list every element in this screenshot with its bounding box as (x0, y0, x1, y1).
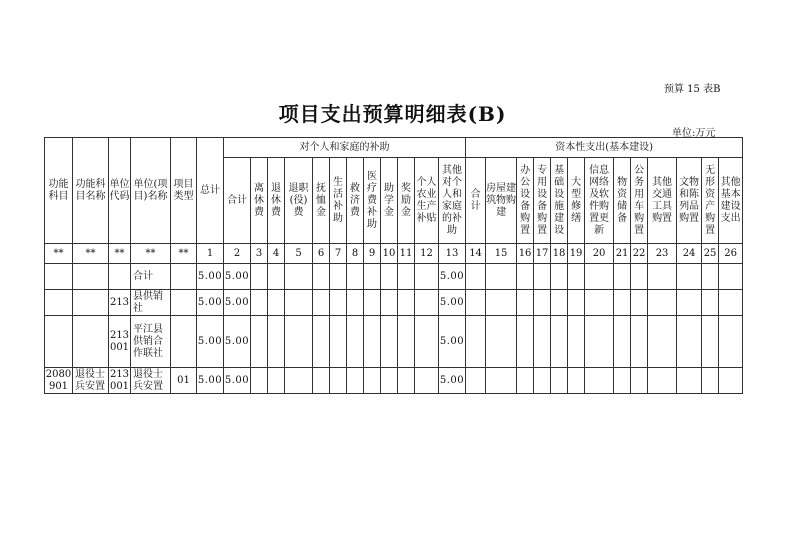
cell-c-total (466, 316, 486, 368)
cell-p2 (268, 264, 285, 290)
cell-c6 (585, 290, 614, 316)
cell-func-name: 退役士兵安置 (73, 368, 109, 394)
header-p4: 抚恤金 (313, 158, 330, 244)
cell-p6 (347, 316, 364, 368)
cell-p7 (364, 368, 381, 394)
cell-p-total: 5.00 (224, 264, 251, 290)
cell-p8 (381, 368, 398, 394)
cell-c3 (534, 316, 551, 368)
unit-label: 单位:万元 (672, 128, 716, 139)
cell-c8 (631, 290, 648, 316)
cell-p-total: 5.00 (224, 316, 251, 368)
header-p6: 救济费 (347, 158, 364, 244)
header-p3: 退职(役)费 (285, 158, 313, 244)
cell-p10 (415, 316, 439, 368)
group-capital-expense: 资本性支出(基本建设) (466, 138, 743, 158)
index-cell: ** (171, 244, 197, 264)
index-cell: 5 (285, 244, 313, 264)
table-row (45, 264, 743, 290)
cell-unit-code: 213001 (109, 316, 131, 368)
header-p9: 奖励金 (398, 158, 415, 244)
cell-c9 (648, 264, 677, 290)
cell-p9 (398, 290, 415, 316)
cell-c-total (466, 290, 486, 316)
cell-c10 (677, 264, 702, 290)
cell-p3 (285, 316, 313, 368)
cell-c2 (517, 316, 534, 368)
cell-c8 (631, 316, 648, 368)
cell-p7 (364, 290, 381, 316)
cell-c11 (702, 264, 719, 290)
cell-p10 (415, 368, 439, 394)
index-cell: 4 (268, 244, 285, 264)
header-c11: 无形资产购置 (702, 158, 719, 244)
cell-func-code (45, 316, 73, 368)
cell-p5 (330, 290, 347, 316)
header-func-code: 功能科目 (45, 138, 73, 244)
cell-func-name (73, 290, 109, 316)
page-title: 项目支出预算明细表(B) (278, 102, 507, 126)
header-p2: 退休费 (268, 158, 285, 244)
cell-p2 (268, 316, 285, 368)
header-p11: 其他对个人和家庭的补助 (439, 158, 466, 244)
cell-c1 (486, 264, 517, 290)
index-cell: 1 (197, 244, 224, 264)
index-cell: 7 (330, 244, 347, 264)
header-p1: 离休费 (251, 158, 268, 244)
index-cell: 21 (614, 244, 631, 264)
cell-proj-type: 01 (171, 368, 197, 394)
cell-p4 (313, 368, 330, 394)
index-cell: 19 (568, 244, 585, 264)
cell-c5 (568, 264, 585, 290)
cell-c2 (517, 368, 534, 394)
cell-p11: 5.00 (439, 316, 466, 368)
header-p10: 个人农业生产补贴 (415, 158, 439, 244)
cell-c7 (614, 290, 631, 316)
cell-p4 (313, 264, 330, 290)
cell-func-code (45, 290, 73, 316)
cell-p3 (285, 290, 313, 316)
header-unit-name: 单位(项目)名称 (131, 138, 171, 244)
cell-c7 (614, 264, 631, 290)
cell-p2 (268, 368, 285, 394)
cell-c2 (517, 264, 534, 290)
cell-func-code: 2080901 (45, 368, 72, 392)
cell-c8 (631, 368, 648, 394)
cell-p9 (398, 264, 415, 290)
cell-c1 (486, 368, 517, 394)
index-cell: 23 (648, 244, 677, 264)
cell-p2 (268, 290, 285, 316)
cell-unit-code: 213001 (109, 368, 130, 392)
cell-c4 (551, 264, 568, 290)
header-c5: 大型修缮 (568, 158, 585, 244)
cell-p6 (347, 290, 364, 316)
header-c8: 公务用车购置 (631, 158, 648, 244)
index-cell: ** (45, 244, 73, 264)
cell-c6 (585, 316, 614, 368)
cell-c1 (486, 316, 517, 368)
cell-unit-code: 213 (109, 290, 131, 316)
header-func-name: 功能科目名称 (73, 138, 109, 244)
cell-p5 (330, 316, 347, 368)
cell-c3 (534, 264, 551, 290)
header-unit-code: 单位代码 (109, 138, 131, 244)
cell-c5 (568, 316, 585, 368)
cell-p1 (251, 368, 268, 394)
index-cell: 16 (517, 244, 534, 264)
cell-c11 (702, 316, 719, 368)
cell-p3 (285, 264, 313, 290)
cell-c4 (551, 316, 568, 368)
table-code: 预算 15 表B (664, 84, 721, 95)
cell-c4 (551, 290, 568, 316)
cell-c11 (702, 290, 719, 316)
header-c4: 基础设施建设 (551, 158, 568, 244)
cell-p-total: 5.00 (224, 368, 251, 394)
group-personal-subsidy: 对个人和家庭的补助 (224, 138, 466, 158)
index-cell: 9 (364, 244, 381, 264)
cell-c5 (568, 290, 585, 316)
cell-func-name (73, 264, 109, 290)
cell-c3 (534, 290, 551, 316)
index-cell: 12 (415, 244, 439, 264)
cell-p7 (364, 264, 381, 290)
index-cell: 10 (381, 244, 398, 264)
header-c6: 信息网络及软件购置更新 (585, 158, 614, 244)
cell-p11: 5.00 (439, 290, 466, 316)
cell-p8 (381, 264, 398, 290)
header-c9: 其他交通工具购置 (648, 158, 677, 244)
cell-proj-type (171, 316, 197, 368)
index-cell: 18 (551, 244, 568, 264)
cell-p8 (381, 316, 398, 368)
index-cell: 2 (224, 244, 251, 264)
cell-c5 (568, 368, 585, 394)
cell-unit-name: 平江县供销合作联社 (131, 316, 171, 368)
header-p7: 医疗费补助 (364, 158, 381, 244)
cell-c2 (517, 290, 534, 316)
index-cell: ** (109, 244, 131, 264)
cell-unit-code (109, 264, 131, 290)
cell-p1 (251, 264, 268, 290)
cell-c10 (677, 368, 702, 394)
header-c2: 办公设备购置 (517, 158, 534, 244)
index-cell: 25 (702, 244, 719, 264)
index-cell: 22 (631, 244, 648, 264)
cell-proj-type (171, 264, 197, 290)
index-cell: 14 (466, 244, 486, 264)
header-c3: 专用设备购置 (534, 158, 551, 244)
index-cell: 6 (313, 244, 330, 264)
index-cell: 11 (398, 244, 415, 264)
cell-func-code (45, 264, 73, 290)
cell-p1 (251, 316, 268, 368)
cell-c10 (677, 290, 702, 316)
header-p-total: 合计 (224, 158, 251, 244)
cell-c6 (585, 264, 614, 290)
cell-c4 (551, 368, 568, 394)
cell-p-total: 5.00 (224, 290, 251, 316)
cell-unit-name: 退役士兵安置 (131, 368, 171, 394)
cell-c3 (534, 368, 551, 394)
cell-p10 (415, 290, 439, 316)
table-row (45, 368, 743, 394)
cell-p8 (381, 290, 398, 316)
index-cell: 17 (534, 244, 551, 264)
cell-p9 (398, 316, 415, 368)
cell-c-total (466, 264, 486, 290)
header-proj-type: 项目类型 (171, 138, 197, 244)
cell-c6 (585, 368, 614, 394)
cell-proj-type (171, 290, 197, 316)
cell-c7 (614, 316, 631, 368)
cell-p4 (313, 316, 330, 368)
index-cell: ** (73, 244, 109, 264)
cell-func-name (73, 316, 109, 368)
cell-p6 (347, 264, 364, 290)
header-p5: 生活补助 (330, 158, 347, 244)
table-row (45, 290, 743, 316)
cell-c-total (466, 368, 486, 394)
header-c12: 其他基本建设支出 (719, 158, 743, 244)
cell-c12 (719, 316, 743, 368)
cell-c12 (719, 368, 743, 394)
index-cell: 3 (251, 244, 268, 264)
cell-c9 (648, 368, 677, 394)
cell-total: 5.00 (197, 368, 224, 394)
table-row (45, 316, 743, 368)
cell-p11: 5.00 (439, 368, 466, 394)
cell-total: 5.00 (197, 290, 224, 316)
cell-c12 (719, 290, 743, 316)
cell-p5 (330, 368, 347, 394)
cell-p1 (251, 290, 268, 316)
index-cell: 24 (677, 244, 702, 264)
cell-p6 (347, 368, 364, 394)
index-cell: 15 (486, 244, 517, 264)
budget-table (44, 137, 743, 394)
cell-c11 (702, 368, 719, 394)
index-cell: 8 (347, 244, 364, 264)
cell-unit-name: 合计 (131, 264, 171, 290)
header-total: 总计 (197, 138, 224, 244)
cell-c7 (614, 368, 631, 394)
cell-unit-name: 县供销社 (131, 290, 171, 316)
header-c10: 文物和陈列品购置 (677, 158, 702, 244)
cell-p4 (313, 290, 330, 316)
cell-c1 (486, 290, 517, 316)
cell-c12 (719, 264, 743, 290)
index-cell: 26 (719, 244, 743, 264)
cell-c8 (631, 264, 648, 290)
header-c1: 房屋建筑物购建 (486, 158, 517, 244)
index-row (45, 244, 743, 264)
cell-p5 (330, 264, 347, 290)
cell-p9 (398, 368, 415, 394)
index-cell: 20 (585, 244, 614, 264)
cell-c10 (677, 316, 702, 368)
cell-p3 (285, 368, 313, 394)
cell-p11: 5.00 (439, 264, 466, 290)
header-c-total: 合计 (466, 158, 486, 244)
header-c7: 物资储备 (614, 158, 631, 244)
index-cell: ** (131, 244, 171, 264)
cell-total: 5.00 (197, 264, 224, 290)
index-cell: 13 (439, 244, 466, 264)
cell-c9 (648, 316, 677, 368)
cell-c9 (648, 290, 677, 316)
cell-p10 (415, 264, 439, 290)
cell-total: 5.00 (197, 316, 224, 368)
cell-p7 (364, 316, 381, 368)
header-p8: 助学金 (381, 158, 398, 244)
